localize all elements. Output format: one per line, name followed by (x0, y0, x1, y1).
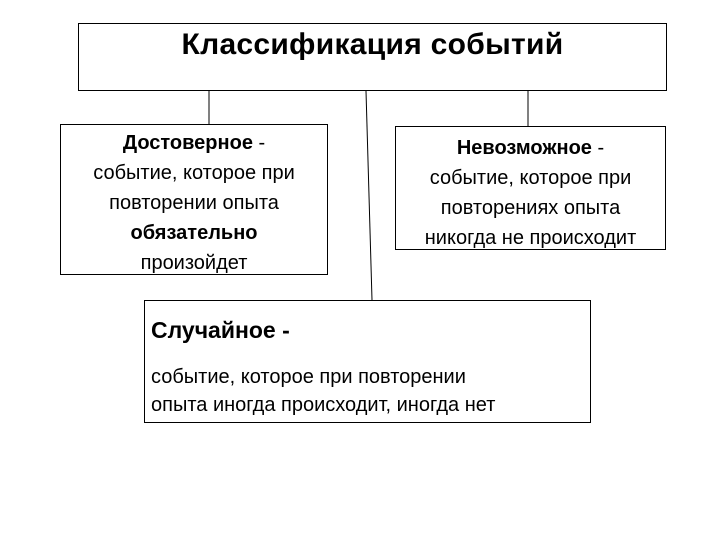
random-body (151, 363, 495, 419)
reliable-emphasis: обязательно (130, 222, 258, 244)
reliable-term: Достоверное (122, 132, 253, 154)
random-heading-line (151, 317, 290, 344)
random-event-box (144, 300, 591, 423)
impossible-event-box (395, 126, 666, 250)
reliable-heading-line (61, 128, 327, 158)
impossible-line-2: повторениях опыта (440, 197, 621, 219)
reliable-line-2: повторении опыта (109, 192, 279, 214)
impossible-term: Невозможное (456, 137, 592, 159)
impossible-line-1: событие, которое при (429, 167, 632, 189)
reliable-event-box (60, 124, 328, 275)
random-dash: - (275, 317, 290, 343)
reliable-line-4: произойдет (140, 252, 248, 274)
random-line-2: опыта иногда происходит, иногда нет (151, 394, 496, 416)
classification-title-box (78, 23, 667, 91)
impossible-heading-line (396, 133, 665, 163)
reliable-dash: - (252, 132, 266, 154)
random-term: Случайное (151, 317, 276, 343)
classification-title: Классификация событий (181, 28, 564, 61)
reliable-line-1: событие, которое при (93, 162, 295, 184)
impossible-line-3: никогда не происходит (424, 227, 637, 249)
random-line-1: событие, которое при повторении (151, 366, 466, 388)
connector-title-to-random (366, 91, 372, 300)
impossible-dash: - (591, 137, 605, 159)
